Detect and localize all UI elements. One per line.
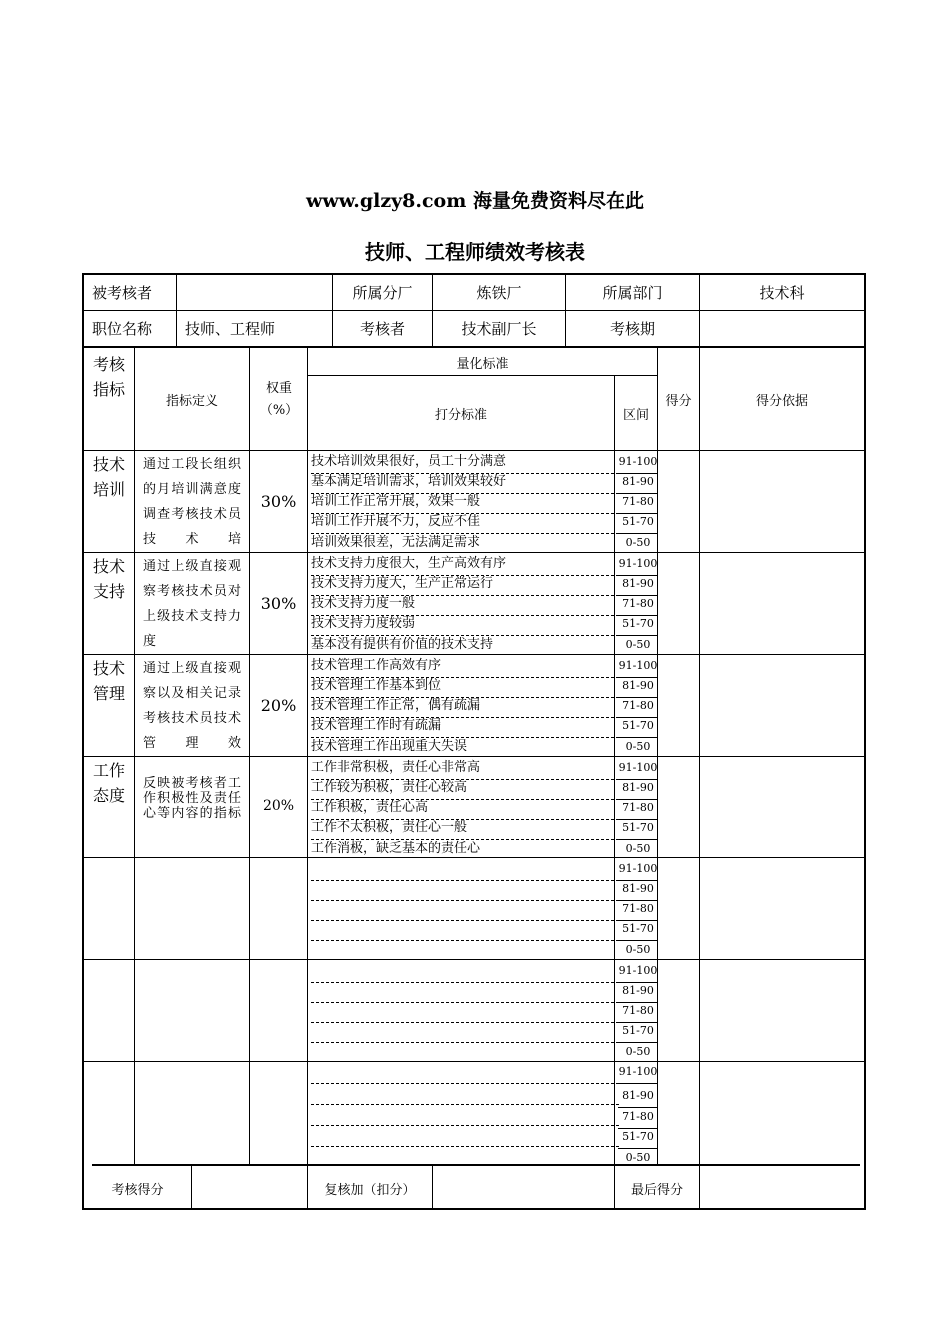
- indicator-weight: 30%: [260, 594, 297, 613]
- range-label: 91-100: [618, 657, 658, 678]
- range-label: 0-50: [625, 842, 651, 855]
- range-label: 51-70: [618, 717, 658, 738]
- criterion: 技术管理工作时有疏漏: [311, 717, 619, 738]
- label-total-score: 考核得分: [111, 1182, 164, 1198]
- range-label: 51-70: [618, 1022, 658, 1043]
- criterion: 技术支持力度大，生产正常运行: [311, 575, 619, 596]
- indicator-weight: 20%: [262, 798, 295, 814]
- range-label: 71-80: [618, 1108, 658, 1129]
- range-label: 51-70: [618, 513, 658, 534]
- criterion: 培训工作开展不力，反应不佳: [311, 513, 619, 534]
- range-label: 71-80: [618, 900, 658, 921]
- indicator-weight: 20%: [260, 696, 297, 715]
- label-period: 考核期: [609, 320, 655, 338]
- form-title: 技师、工程师绩效考核表: [365, 240, 585, 264]
- criterion: 工作非常积极，责任心非常高: [311, 759, 619, 780]
- range-label: 81-90: [618, 880, 658, 901]
- label-examinee: 被考核者: [92, 284, 153, 302]
- indicator-name: 工作态度: [92, 761, 125, 805]
- indicator-weight: 30%: [260, 492, 297, 511]
- criterion: 工作消极，缺乏基本的责任心: [311, 841, 481, 856]
- label-dept: 所属部门: [602, 284, 663, 302]
- range-label: 0-50: [625, 740, 651, 753]
- col-scoring-header: 打分标准: [434, 407, 487, 423]
- indicator-name: 技术管理: [92, 659, 125, 703]
- criterion: 技术管理工作高效有序: [311, 657, 619, 678]
- indicator-name: 技术支持: [92, 557, 125, 601]
- field-final-score[interactable]: [700, 1167, 864, 1209]
- col-interval-header: 区间: [622, 407, 649, 423]
- col-basis-header: 得分依据: [755, 394, 808, 409]
- criterion: 基本满足培训需求，培训效果较好: [311, 473, 619, 494]
- blank-criterion[interactable]: [311, 982, 619, 1003]
- range-label: 81-90: [618, 575, 658, 596]
- range-label: 0-50: [625, 638, 651, 651]
- field-review-adjust[interactable]: [433, 1167, 614, 1209]
- col-definition-header: 指标定义: [165, 394, 218, 409]
- blank-criterion[interactable]: [311, 1063, 619, 1084]
- criterion: 培训效果很差，无法满足需求: [311, 535, 481, 550]
- indicator-definition: 反映被考核者工作积极性及责任心等内容的指标: [143, 776, 241, 821]
- range-label: 0-50: [625, 1151, 651, 1164]
- range-label: 81-90: [618, 473, 658, 494]
- blank-criterion[interactable]: [311, 900, 619, 921]
- blank-criterion[interactable]: [311, 1105, 619, 1126]
- label-branch: 所属分厂: [352, 284, 413, 302]
- blank-criterion[interactable]: [311, 1084, 619, 1105]
- range-label: 71-80: [618, 799, 658, 820]
- range-label: 71-80: [618, 697, 658, 718]
- value-position: 技师、工程师: [185, 320, 276, 338]
- range-label: 81-90: [618, 1087, 658, 1108]
- range-label: 71-80: [618, 595, 658, 616]
- blank-criterion[interactable]: [311, 880, 619, 901]
- range-label: 51-70: [618, 615, 658, 636]
- col-weight-header: 权重（%）: [259, 380, 299, 418]
- field-examinee[interactable]: [177, 275, 332, 310]
- indicator-definition: 通过上级直接观察以及相关记录考核技术员技术管理效: [143, 661, 241, 751]
- criterion: 技术支持力度一般: [311, 595, 619, 616]
- criterion: 技术管理工作出现重大失误: [311, 739, 468, 754]
- range-label: 51-70: [618, 1128, 658, 1149]
- criterion: 技术管理工作基本到位: [311, 677, 619, 698]
- label-review-adjust: 复核加（扣分）: [324, 1182, 416, 1198]
- value-branch: 炼铁厂: [476, 284, 522, 302]
- col-quant-header: 量化标准: [456, 356, 509, 372]
- criterion: 技术支持力度很大，生产高效有序: [311, 555, 619, 576]
- range-label: 91-100: [618, 555, 658, 576]
- range-label: 51-70: [618, 819, 658, 840]
- range-label: 81-90: [618, 982, 658, 1003]
- blank-criterion[interactable]: [311, 860, 619, 881]
- blank-criterion[interactable]: [311, 1002, 619, 1023]
- criterion: 技术管理工作正常，偶有疏漏: [311, 697, 619, 718]
- indicator-definition: 通过工段长组织的月培训满意度调查考核技术员技术培: [143, 457, 241, 547]
- range-label: 71-80: [618, 1002, 658, 1023]
- range-label: 0-50: [625, 943, 651, 956]
- col-indicator-header: 考核指标: [92, 355, 125, 399]
- range-label: 81-90: [618, 677, 658, 698]
- range-label: 91-100: [618, 1063, 658, 1084]
- range-label: 81-90: [618, 779, 658, 800]
- blank-criterion[interactable]: [311, 962, 619, 983]
- info-bottom-border: [84, 346, 864, 348]
- range-label: 0-50: [625, 1045, 651, 1058]
- blank-criterion[interactable]: [311, 920, 619, 941]
- range-label: 91-100: [618, 860, 658, 881]
- label-position: 职位名称: [92, 320, 153, 338]
- value-examiner: 技术副厂长: [461, 320, 537, 338]
- range-label: 71-80: [618, 493, 658, 514]
- blank-criterion[interactable]: [311, 1022, 619, 1043]
- criterion: 技术支持力度较弱: [311, 615, 619, 636]
- range-label: 51-70: [618, 920, 658, 941]
- site-banner: www.glzy8.com 海量免费资料尽在此: [306, 190, 644, 212]
- label-examiner: 考核者: [359, 320, 405, 338]
- criterion: 工作不太积极，责任心一般: [311, 819, 619, 840]
- value-dept: 技术科: [759, 284, 805, 302]
- range-label: 0-50: [625, 536, 651, 549]
- criterion: 技术培训效果很好，员工十分满意: [311, 453, 619, 474]
- blank-criterion[interactable]: [311, 1126, 619, 1147]
- range-label: 91-100: [618, 759, 658, 780]
- field-period[interactable]: [700, 311, 864, 346]
- range-label: 91-100: [618, 962, 658, 983]
- range-label: 91-100: [618, 453, 658, 474]
- criterion: 基本没有提供有价值的技术支持: [311, 637, 494, 652]
- indicator-name: 技术培训: [92, 455, 125, 499]
- label-final-score: 最后得分: [630, 1182, 683, 1198]
- field-total-score[interactable]: [192, 1167, 307, 1209]
- indicator-definition: 通过上级直接观察考核技术员对上级技术支持力度: [143, 559, 241, 649]
- col-score-header: 得分: [665, 394, 692, 409]
- criterion: 工作较为积极，责任心较高: [311, 779, 619, 800]
- criterion: 培训工作正常开展，效果一般: [311, 493, 619, 514]
- criterion: 工作积极，责任心高: [311, 799, 619, 820]
